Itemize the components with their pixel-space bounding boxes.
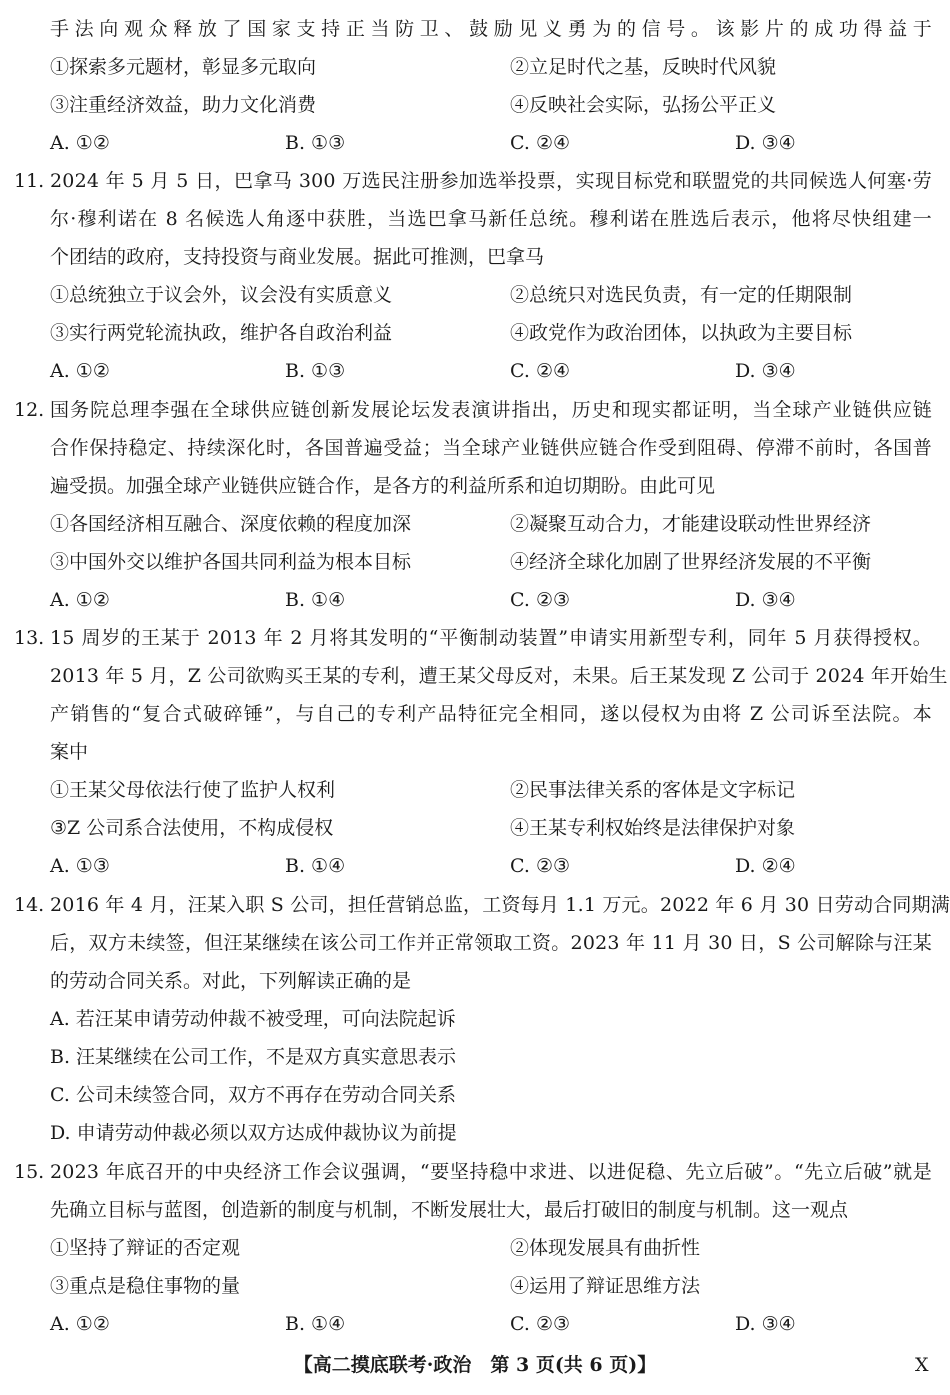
q10-answer-a: A. ①② bbox=[50, 132, 110, 154]
q10-stem-continuation: 手法向观众释放了国家支持正当防卫、鼓励见义勇为的信号。该影片的成功得益于 bbox=[50, 18, 932, 40]
q11-option-1: ①总统独立于议会外，议会没有实质意义 bbox=[50, 284, 393, 306]
q11-stem-line: 尔·穆利诺在 8 名候选人角逐中获胜，当选巴拿马新任总统。穆利诺在胜选后表示，他将尽快组建一 bbox=[50, 208, 932, 230]
q15-option-2: ②体现发展具有曲折性 bbox=[510, 1237, 701, 1259]
q14-choice-b: B. 汪某继续在公司工作，不是双方真实意思表示 bbox=[50, 1046, 457, 1068]
paper-code: X bbox=[915, 1354, 929, 1376]
q10-option-1: ①探索多元题材，彰显多元取向 bbox=[50, 56, 317, 78]
q12-option-1: ①各国经济相互融合、深度依赖的程度加深 bbox=[50, 513, 412, 535]
q14-stem-line: 的劳动合同关系。对此，下列解读正确的是 bbox=[50, 970, 412, 992]
q10-option-4: ④反映社会实际，弘扬公平正义 bbox=[510, 94, 777, 116]
q14-choice-d: D. 申请劳动仲裁必须以双方达成仲裁协议为前提 bbox=[50, 1122, 457, 1144]
q11-answer-a: A. ①② bbox=[50, 360, 110, 382]
q12-option-2: ②凝聚互动合力，才能建设联动性世界经济 bbox=[510, 513, 872, 535]
q10-answer-b: B. ①③ bbox=[285, 132, 346, 154]
q15-answer-d: D. ③④ bbox=[735, 1313, 796, 1335]
q13-stem-line: 2013 年 5 月，Z 公司欲购买王某的专利，遭王某父母反对，未果。后王某发现 Z 公司于 2024 年开始生 bbox=[50, 665, 948, 687]
q11-option-4: ④政党作为政治团体，以执政为主要目标 bbox=[510, 322, 853, 344]
q15-stem-line: 2023 年底召开的中央经济工作会议强调，“要坚持稳中求进、以进促稳、先立后破”。“先立后破”就是 bbox=[50, 1161, 932, 1183]
q13-answer-b: B. ①④ bbox=[285, 855, 346, 877]
q13-answer-a: A. ①③ bbox=[50, 855, 110, 877]
q13-stem-line: 案中 bbox=[50, 741, 89, 763]
q12-stem-line: 合作保持稳定、持续深化时，各国普遍受益；当全球产业链供应链合作受到阻碍、停滞不前时，各国普 bbox=[50, 437, 932, 459]
q14-stem-line: 2016 年 4 月，汪某入职 S 公司，担任营销总监，工资每月 1.1 万元。2022 年 6 月 30 日劳动合同期满 bbox=[50, 894, 950, 916]
q12-answer-b: B. ①④ bbox=[285, 589, 346, 611]
q12-number: 12. bbox=[14, 399, 45, 421]
q10-option-3: ③注重经济效益，助力文化消费 bbox=[50, 94, 317, 116]
q11-number: 11. bbox=[14, 170, 45, 192]
page-footer: 【高二摸底联考·政治 第 3 页(共 6 页)】 bbox=[293, 1354, 657, 1376]
q15-option-3: ③重点是稳住事物的量 bbox=[50, 1275, 241, 1297]
q15-answer-a: A. ①② bbox=[50, 1313, 110, 1335]
q15-option-4: ④运用了辩证思维方法 bbox=[510, 1275, 701, 1297]
q13-option-4: ④王某专利权始终是法律保护对象 bbox=[510, 817, 796, 839]
q11-option-3: ③实行两党轮流执政，维护各自政治利益 bbox=[50, 322, 393, 344]
q13-option-2: ②民事法律关系的客体是文字标记 bbox=[510, 779, 796, 801]
q14-stem-line: 后，双方未续签，但汪某继续在该公司工作并正常领取工资。2023 年 11 月 30 日，S 公司解除与汪某 bbox=[50, 932, 932, 954]
q12-stem-line: 国务院总理李强在全球供应链创新发展论坛发表演讲指出，历史和现实都证明，当全球产业链供应链 bbox=[50, 399, 932, 421]
q15-number: 15. bbox=[14, 1161, 45, 1183]
q10-answer-d: D. ③④ bbox=[735, 132, 796, 154]
q13-answer-c: C. ②③ bbox=[510, 855, 571, 877]
q14-choice-c: C. 公司未续签合同，双方不再存在劳动合同关系 bbox=[50, 1084, 456, 1106]
q11-answer-c: C. ②④ bbox=[510, 360, 571, 382]
q12-option-4: ④经济全球化加剧了世界经济发展的不平衡 bbox=[510, 551, 872, 573]
q10-option-2: ②立足时代之基，反映时代风貌 bbox=[510, 56, 777, 78]
q13-option-1: ①王某父母依法行使了监护人权利 bbox=[50, 779, 336, 801]
q11-stem-line: 2024 年 5 月 5 日，巴拿马 300 万选民注册参加选举投票，实现目标党和联盟党的共同候选人何塞·劳 bbox=[50, 170, 932, 192]
q13-option-3: ③Z 公司系合法使用，不构成侵权 bbox=[50, 817, 334, 839]
q14-choice-a: A. 若汪某申请劳动仲裁不被受理，可向法院起诉 bbox=[50, 1008, 456, 1030]
q15-answer-b: B. ①④ bbox=[285, 1313, 346, 1335]
q12-option-3: ③中国外交以维护各国共同利益为根本目标 bbox=[50, 551, 412, 573]
q12-answer-d: D. ③④ bbox=[735, 589, 796, 611]
q13-answer-d: D. ②④ bbox=[735, 855, 796, 877]
q12-answer-c: C. ②③ bbox=[510, 589, 571, 611]
q14-number: 14. bbox=[14, 894, 45, 916]
q11-stem-line: 个团结的政府，支持投资与商业发展。据此可推测，巴拿马 bbox=[50, 246, 545, 268]
q11-answer-d: D. ③④ bbox=[735, 360, 796, 382]
q11-option-2: ②总统只对选民负责，有一定的任期限制 bbox=[510, 284, 853, 306]
q12-answer-a: A. ①② bbox=[50, 589, 110, 611]
q13-stem-line: 产销售的“复合式破碎锤”，与自己的专利产品特征完全相同，遂以侵权为由将 Z 公司诉至法院。本 bbox=[50, 703, 932, 725]
q15-option-1: ①坚持了辩证的否定观 bbox=[50, 1237, 241, 1259]
q13-number: 13. bbox=[14, 627, 45, 649]
q12-stem-line: 遍受损。加强全球产业链供应链合作，是各方的利益所系和迫切期盼。由此可见 bbox=[50, 475, 716, 497]
q10-answer-c: C. ②④ bbox=[510, 132, 571, 154]
q11-answer-b: B. ①③ bbox=[285, 360, 346, 382]
q13-stem-line: 15 周岁的王某于 2013 年 2 月将其发明的“平衡制动装置”申请实用新型专利，同年 5 月获得授权。 bbox=[50, 627, 932, 649]
q15-stem-line: 先确立目标与蓝图，创造新的制度与机制，不断发展壮大，最后打破旧的制度与机制。这一观点 bbox=[50, 1199, 849, 1221]
q15-answer-c: C. ②③ bbox=[510, 1313, 571, 1335]
